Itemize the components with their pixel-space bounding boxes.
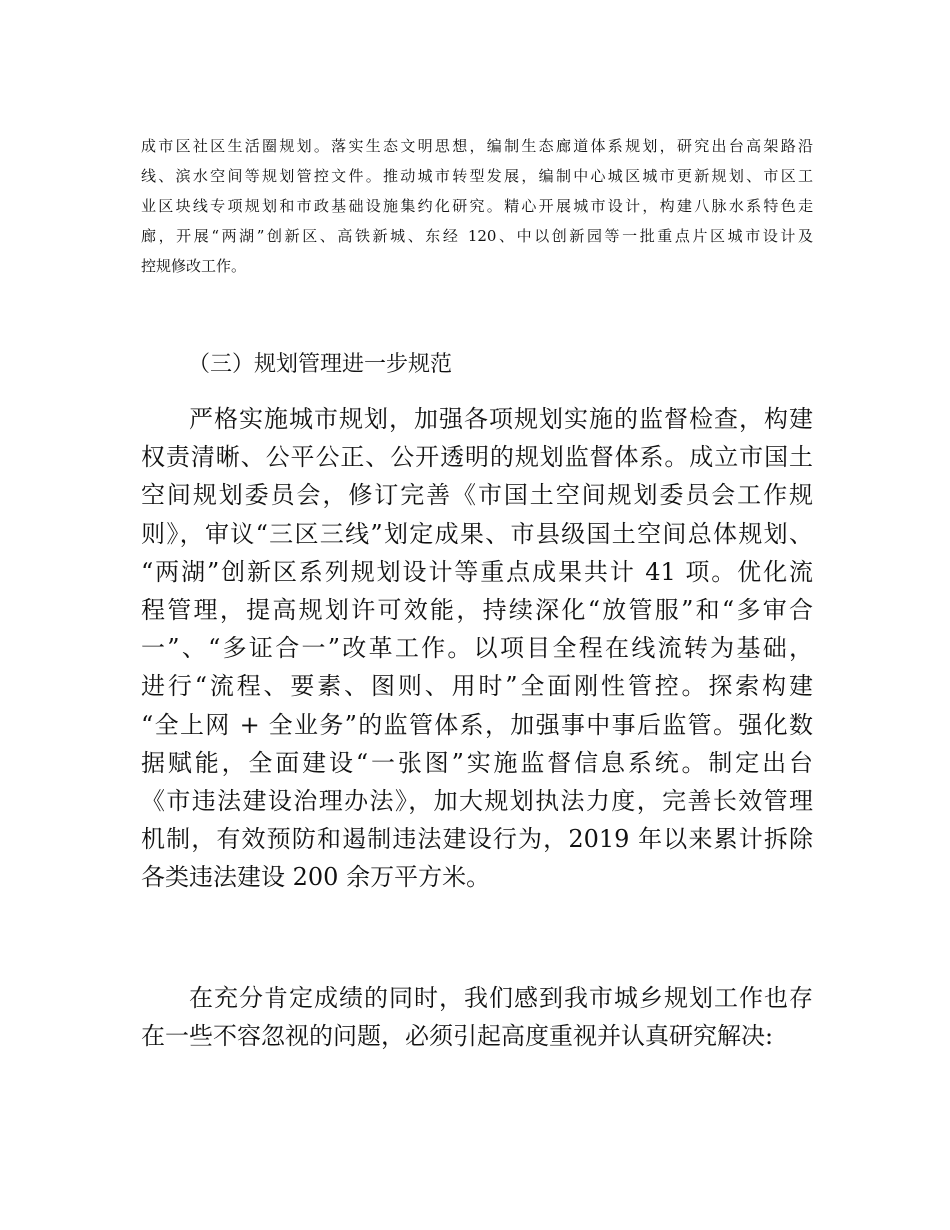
paragraph-planning-management (141, 400, 813, 897)
text-line: 业区块线专项规划和市政基础设施集约化研究。精心开展城市设计，构建八脉水系特色走 (141, 197, 813, 215)
heading-text: （三）规划管理进一步规范 (188, 352, 453, 377)
paragraph-problems-intro (141, 979, 813, 1055)
text-line: 一”、“多证合一”改革工作。以项目全程在线流转为基础， (141, 634, 813, 663)
text-line: 严格实施城市规划，加强各项规划实施的监督检查，构建 (189, 405, 813, 433)
text-line: “两湖”创新区系列规划设计等重点成果共计 41 项。优化流 (141, 557, 813, 586)
text-line: 《市违法建设治理办法》，加大规划执法力度，完善长效管理 (141, 787, 813, 816)
text-line: 则》，审议“三区三线”划定成果、市县级国土空间总体规划、 (141, 519, 813, 548)
text-line: 空间规划委员会，修订完善《市国土空间规划委员会工作规 (141, 481, 813, 510)
text-line: 成市区社区生活圈规划。落实生态文明思想，编制生态廊道体系规划，研究出台高架路沿 (141, 137, 813, 155)
text-line: 各类违法建设 200 余万平方米。 (141, 863, 491, 892)
text-line: “全上网 + 全业务”的监管体系，加强事中事后监管。强化数 (141, 710, 813, 739)
paragraph-urban-design (141, 131, 813, 281)
text-line: 进行“流程、要素、图则、用时”全面刚性管控。探索构建 (141, 672, 813, 701)
text-line: 在一些不容忽视的问题，必须引起高度重视并认真研究解决: (141, 1022, 774, 1051)
text-line: 权责清晰、公平公正、公开透明的规划监督体系。成立市国土 (141, 443, 813, 472)
text-line: 据赋能，全面建设“一张图”实施监督信息系统。制定出台 (141, 748, 813, 777)
text-line: 控规修改工作。 (141, 257, 247, 275)
text-line: 机制，有效预防和遏制违法建设行为，2019 年以来累计拆除 (141, 825, 813, 854)
text-line: 在充分肯定成绩的同时，我们感到我市城乡规划工作也存 (189, 984, 813, 1012)
section-heading (188, 347, 518, 383)
text-line: 线、滨水空间等规划管控文件。推动城市转型发展，编制中心城区城市更新规划、市区工 (141, 167, 813, 185)
text-line: 程管理，提高规划许可效能，持续深化“放管服”和“多审合 (141, 596, 813, 625)
text-line: 廊，开展“两湖”创新区、高铁新城、东经 120、中以创新园等一批重点片区城市设计及 (141, 227, 813, 245)
